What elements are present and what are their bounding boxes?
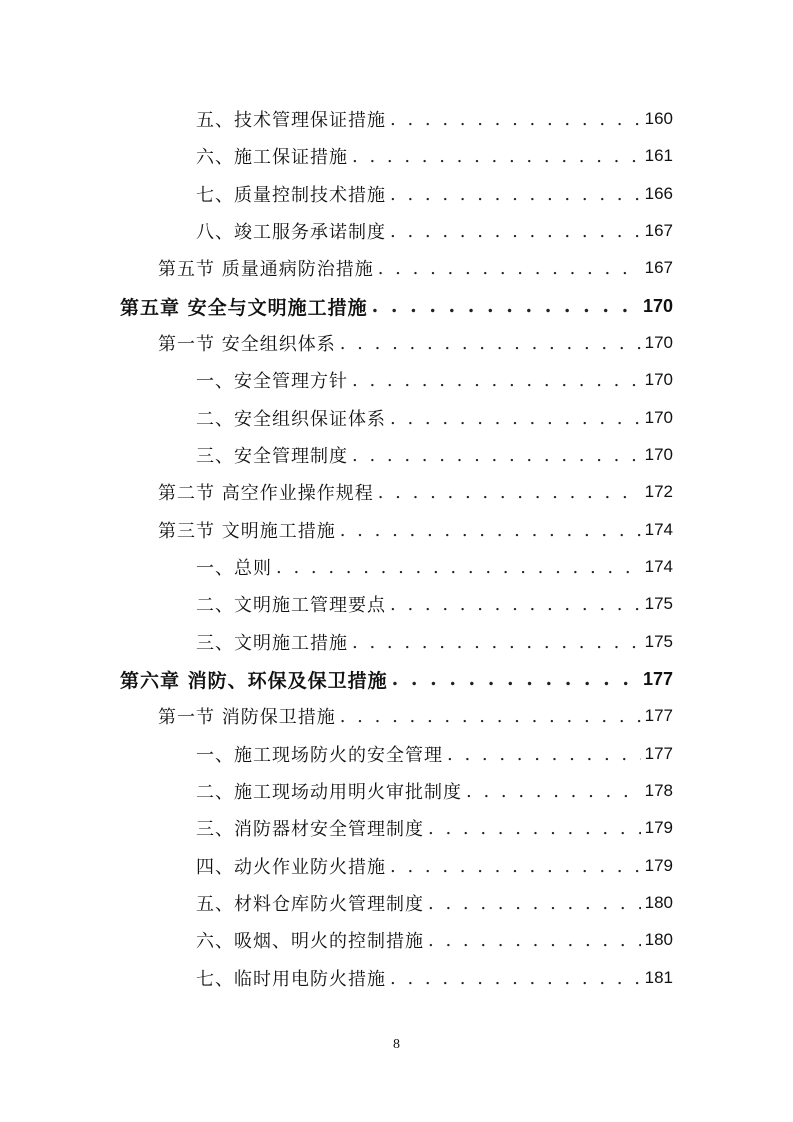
toc-entry	[196, 739, 673, 769]
toc-entry	[158, 328, 673, 358]
toc-entry-page: 170	[642, 295, 673, 316]
dot-leader	[352, 370, 641, 391]
toc-entry-title: 五、材料仓库防火管理制度	[196, 894, 424, 915]
toc-entry-page: 172	[644, 482, 673, 501]
toc-entry	[196, 216, 673, 246]
toc-entry-page: 170	[644, 333, 673, 352]
toc-entry	[158, 701, 673, 731]
dot-leader	[340, 706, 641, 727]
toc-entry	[196, 589, 673, 619]
dot-leader	[447, 744, 641, 765]
toc-entry	[196, 403, 673, 433]
toc-entry-page: 175	[644, 632, 673, 651]
dot-leader	[390, 184, 641, 205]
toc-entry	[196, 440, 673, 470]
toc-entry-page: 174	[644, 520, 673, 539]
toc-entry-page: 160	[644, 109, 673, 128]
dot-leader	[390, 109, 641, 130]
toc-entry-page: 177	[644, 744, 673, 763]
toc-entry	[196, 888, 673, 918]
toc-entry	[196, 627, 673, 657]
dot-leader	[378, 482, 641, 503]
toc-entry-title: 三、文明施工措施	[196, 633, 348, 654]
dot-leader	[390, 408, 641, 429]
dot-leader	[352, 445, 641, 466]
toc-entry	[196, 925, 673, 955]
toc-entry-page: 180	[644, 893, 673, 912]
dot-leader	[352, 632, 641, 653]
toc-entry	[196, 141, 673, 171]
toc-entry-page: 180	[644, 930, 673, 949]
toc-entry-title: 第一节 安全组织体系	[158, 334, 336, 355]
toc-entry-title: 第五章 安全与文明施工措施	[120, 296, 368, 319]
toc-entry-title: 六、施工保证措施	[196, 147, 348, 168]
toc-entry-title: 二、施工现场动用明火审批制度	[196, 782, 462, 803]
toc-entry	[196, 365, 673, 395]
toc-entry	[196, 813, 673, 843]
toc-entry-title: 四、动火作业防火措施	[196, 857, 386, 878]
dot-leader	[340, 333, 641, 354]
toc-entry-title: 二、文明施工管理要点	[196, 595, 386, 616]
dot-leader	[378, 258, 641, 279]
toc-entry-page: 170	[644, 408, 673, 427]
dot-leader	[428, 930, 641, 951]
toc-entry	[196, 104, 673, 134]
toc-entry-title: 五、技术管理保证措施	[196, 110, 386, 131]
toc-entry-page: 161	[644, 146, 673, 165]
toc-chapter-entry	[120, 664, 673, 694]
toc-entry	[196, 552, 673, 582]
toc-entry-title: 第一节 消防保卫措施	[158, 707, 336, 728]
toc-entry-page: 166	[644, 184, 673, 203]
toc-entry-title: 二、安全组织保证体系	[196, 409, 386, 430]
dot-leader	[466, 781, 641, 802]
toc-entry-page: 179	[644, 818, 673, 837]
toc-entry-title: 八、竣工服务承诺制度	[196, 222, 386, 243]
toc-entry-page: 167	[644, 258, 673, 277]
toc-entry-title: 七、质量控制技术措施	[196, 185, 386, 206]
toc-entry-page: 179	[644, 856, 673, 875]
dot-leader	[390, 968, 641, 989]
toc-entry-title: 三、消防器材安全管理制度	[196, 819, 424, 840]
toc-entry-title: 三、安全管理制度	[196, 446, 348, 467]
toc-entry-title: 第六章 消防、环保及保卫措施	[120, 669, 388, 692]
toc-entry-page: 170	[644, 370, 673, 389]
toc-entry-page: 170	[644, 445, 673, 464]
dot-leader	[390, 221, 641, 242]
toc-entry-page: 177	[644, 706, 673, 725]
toc-entry-title: 一、总则	[196, 558, 272, 579]
dot-leader	[428, 893, 641, 914]
toc-entry-page: 167	[644, 221, 673, 240]
dot-leader	[340, 520, 641, 541]
toc-entry-title: 第二节 高空作业操作规程	[158, 483, 374, 504]
page-number: 8	[393, 1037, 400, 1052]
toc-entry	[196, 179, 673, 209]
toc-entry-title: 七、临时用电防火措施	[196, 969, 386, 990]
toc-entry	[196, 776, 673, 806]
toc-entry	[196, 851, 673, 881]
toc-entry-title: 一、施工现场防火的安全管理	[196, 745, 443, 766]
dot-leader	[428, 818, 641, 839]
dot-leader	[352, 146, 641, 167]
toc-entry	[158, 515, 673, 545]
toc-entry-page: 174	[644, 557, 673, 576]
toc-entry-page: 178	[644, 781, 673, 800]
dot-leader	[276, 557, 641, 578]
dot-leader	[390, 594, 641, 615]
toc-entry	[158, 477, 673, 507]
toc-entry-title: 六、吸烟、明火的控制措施	[196, 931, 424, 952]
toc-entry-page: 181	[644, 968, 673, 987]
toc-entry	[158, 253, 673, 283]
toc-chapter-entry	[120, 291, 673, 321]
toc-entry-page: 175	[644, 594, 673, 613]
dot-leader	[392, 668, 639, 690]
toc-entry-title: 第五节 质量通病防治措施	[158, 259, 374, 280]
toc-entry-title: 一、安全管理方针	[196, 371, 348, 392]
toc-entry-page: 177	[642, 668, 673, 689]
dot-leader	[390, 856, 641, 877]
toc-entry-title: 第三节 文明施工措施	[158, 521, 336, 542]
toc-entry	[196, 963, 673, 993]
dot-leader	[372, 295, 639, 317]
